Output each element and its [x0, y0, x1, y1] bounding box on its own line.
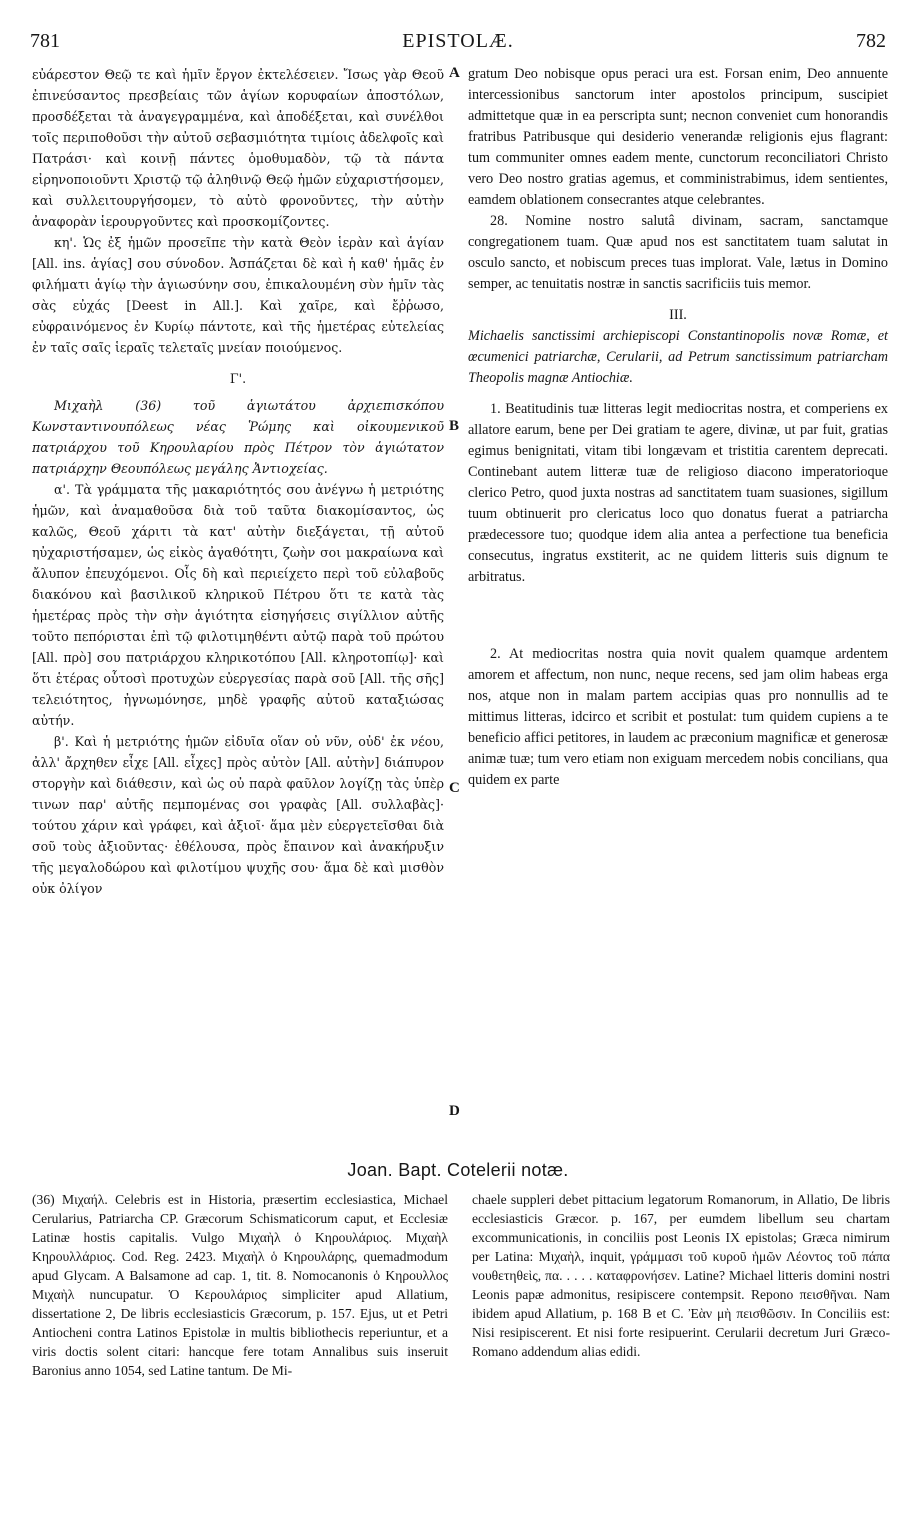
spacer: [468, 588, 888, 644]
greek-paragraph: β'. Καὶ ἡ μετριότης ἡμῶν εἰδυῖα οἵαν οὐ νῦν, οὐδ' ἐκ νέου, ἀλλ' ἄρχηθεν εἶχε [All. εἶχες] πρὸς αὐτὸν [All. αὐτὴν] διάπυρον στοργὴν καὶ διάθεσιν, καὶ ὡς οὐ παρὰ φαῦλον λογίζῃ τὰς ὑπὲρ τινων παρ' αὐτῆς πεμπομένας σοι γραφὰς [All. συλλαβὰς]· τούτου χάριν καὶ γράφει, καὶ ἀξιοῖ· ἅμα μὲν εὐεργετεῖσθαι διὰ σοῦ τοὺς ἀξιοῦντας· ἐθέλουσα, πρὸς ἔπαινον καὶ ἀνακήρυξιν τῆς μεγαλοδώρου καὶ φιλοτίμου ψυχῆς σου· ἅμα δὲ καὶ μισθὸν οὐκ ὀλίγον: [32, 734, 444, 896]
greek-paragraph: εὐάρεστον Θεῷ τε καὶ ἡμῖν ἔργον ἐκτελέσειεν. Ἴσως γὰρ Θεοῦ ἐπινεύσαντος πρεσβείαις τῶν ἁγίων κορυφαίων ἀποστόλων, προσδέξεται τὰ ἀναγεγραμμένα, καὶ ἀποδέξεται, καὶ συνέλθοι τοῖς περιποθοῦσι τὴν αὐτοῦ σεβασμιότητα τιμίοις ἀδελφοῖς καὶ Πατράσι· καὶ κοινῇ πάντες ὁμοθυμαδὸν, τῷ τὰ πάντα εἰρηνοποιοῦντι Χριστῷ τῷ ἀληθινῷ Θεῷ ἡμῶν εὐχαριστήσομεν, καὶ συλλειτουργήσομεν, τὸ αὐτὸ φρονοῦντες, τὴν αὐτὴν ἀναφορὰν ἱερουργοῦντες καὶ προσκομίζοντες.: [32, 67, 444, 229]
latin-paragraph: gratum Deo nobisque opus peraci ura est. Forsan enim, Deo annuente intercessionibus sanctorum inter apostolos principum, suscipiet admittetque quæ in ea perscripta sunt; necnon conveniet cum honorandis fratribus Patribusque qui desiderio venerandæ religionis ejus flagrant: tum communiter omnes eadem mente, cunctorum reconciliatori Christo vero Deo nostro gratias agemus, et comministrabimus, idem sentientes, eamdem oblationem consecrantes atque celebrantes.: [468, 66, 888, 208]
running-head: [30, 30, 886, 60]
margin-marker-d: D: [449, 1103, 460, 1119]
latin-paragraph: 28. Nomine nostro salutâ divinam, sacram, sanctamque congregationem tuam. Quæ apud nos est sanctitatem tuam salutat in osculo sancto, et nobiscum preces tuas implorat. Vale, lætus in Domino semper, ac tenuitatis nostræ in sanctis sacrificiis tuis memor.: [468, 213, 888, 292]
greek-paragraph: κη'. Ὡς ἐξ ἡμῶν προσεῖπε τὴν κατὰ Θεὸν ἱερὰν καὶ ἁγίαν [All. ins. ἁγίας] σου σύνοδον. Ἀσπάζεται δὲ καὶ ἡ καθ' ἡμᾶς ἐν φιλήματι ἁγίῳ τὴν ἁγιωσύνην σου, ἐπικαλουμένη σὺν ἡμῖν τὰς σὰς εὐχάς [Deest in All.]. Καὶ χαῖρε, καὶ ἔῤῥωσο, εὐφραινόμενος ἐν Κυρίῳ πάντοτε, καὶ τῆς ἡμετέρας εὐτελείας ἐν ταῖς σαῖς ἱεραῖς τελεταῖς μνείαν ποιούμενος.: [32, 235, 444, 355]
greek-letter-heading: Μιχαὴλ (36) τοῦ ἁγιωτάτου ἀρχιεπισκόπου Κωνσταντινουπόλεως νέας Ῥώμης καὶ οἰκουμενικοῦ πατριάρχου τοῦ Κηρουλαρίου πρὸς Πέτρον τὸν ἁγιώτατον πατριάρχην Θεουπόλεως μεγάλης Ἀντιοχείας.: [32, 398, 444, 476]
page-number-left: 781: [30, 30, 60, 52]
spacer: [32, 358, 444, 368]
notes-title: Joan. Bapt. Cotelerii notæ.: [347, 1160, 569, 1180]
notes-column-right: [472, 1190, 890, 1361]
running-title: EPISTOLÆ.: [402, 30, 514, 52]
greek-column: [32, 64, 444, 899]
latin-paragraph: 1. Beatitudinis tuæ litteras legit mediocritas nostra, et comperiens ex allatore earum, bene per Dei gratiam te agere, divinæ, ut par fuit, gratias egimus benignitati, vitam tibi longævam et tristitia carentem deprecati. Continebant autem litteræ tuæ de religioso diacono imperatorioque clerico Petro, quod juxta nostras ad sanctitatem tuam suasiones, sigillum tuum obtinuerit pro clericatus loco quo donatus fuerat a patriarcha prædecessore tuo; quodque idem alia antea a perfectione tua beneficia consecutus, ingratus exstiterit, ac ne quidem litteris suis dignum te arbitratus.: [468, 401, 888, 585]
latin-letter-heading: Michaelis sanctissimi archiepiscopi Constantinopolis novæ Romæ, et œcumenici patriarchæ, Cerularii, ad Petrum sanctissimum patriarcham Theopolis magnæ Antiochiæ.: [468, 328, 888, 386]
latin-section-number: III.: [669, 307, 687, 323]
page-number-right: 782: [856, 30, 886, 52]
margin-marker-b: B: [449, 418, 460, 434]
note-text: chaele suppleri debet pittacium legatorum Romanorum, in Allatio, De libris ecclesiasticis Græcor. p. 167, per eumdem libellum seu chartam excommunicationis, in conciliis post Leonis IX epistolas; Græca nimirum per Latina: Μιχαὴλ, inquit, γράμμασι τοῦ κυροῦ ἡμῶν Λέοντος τοῦ πάπα νουθετηθεὶς, πα. . . . . καταφρονήσεν. Latine? Michael litteris domini nostri Leonis papæ admonitus, resipiscere contempsit. Repono πεισθῆναι. Nam ibidem apud Allatium, p. 168 B et C. Ἐὰν μὴ πεισθῶσιν. In Conciliis est: Nisi resipiscerent. Et nisi forte resipuerint. Cerularii decretum Juri Græco-Romano addendum alias edidi.: [472, 1192, 890, 1359]
margin-marker-c: C: [449, 780, 460, 796]
latin-column: [468, 64, 888, 791]
greek-paragraph: α'. Τὰ γράμματα τῆς μακαριότητός σου ἀνέγνω ἡ μετριότης ἡμῶν, καὶ ἀναμαθοῦσα διὰ τοῦ ταῦτα διακομίσαντος, ὡς καλῶς, Θεοῦ χάριτι τὰ κατ' αὐτὴν διεξάγεται, τῇ αὐτοῦ ηὐχαριστήσαμεν, ὡς εἰκὸς ἀγαθότητι, ζωὴν σοι μακραίωνα καὶ ἄλυπον ἐπευχόμενοι. Οἷς δὴ καὶ περιείχετο περὶ τοῦ εὐλαβοῦς διακόνου καὶ βασιλικοῦ κληρικοῦ Πέτρου ὅτι τε κατὰ τὰς ἡμετέρας πρὸς τὴν σὴν ἁγιότητα εἰσηγήσεις σιγίλλιον αὐτῆς τοῦτο πεπόρισται ἐπὶ τῷ φιλοτιμηθέντι αὐτῷ παρὰ τοῦ πρώτου [All. πρὸ] σου πατριάρχου κληρικοτόπου [All. κληροτοπίῳ]· καὶ ὅτι ἑτέρας οὗτοσὶ προτυχὼν εὐεργεσίας παρὰ σοῦ [All. τῆς σῆς] τελειότητος, ἠγνωμόνησε, μηδὲ γραφῆς αὐτοῦ καταξιώσας αὐτήν.: [32, 482, 444, 728]
margin-marker-a: A: [449, 65, 460, 81]
notes-column-left: [32, 1190, 448, 1380]
greek-section-number: Γ'.: [229, 371, 247, 386]
latin-paragraph: 2. At mediocritas nostra quia novit qualem quamque ardentem amorem et affectum, non nunc, neque recens, sed jam olim habeas erga nos, atque non in malam partem accipias quas pro nonnullis ad te mittimus litteras, idcirco et scribit et postulat: tum quidem cupiens a te beneficio affici petitores, in laudem ac præconium magnificæ et generosæ animæ tuæ; tum vero etiam non exiguam mercedem nobis concilians, qua quidem ex parte: [468, 646, 888, 788]
spacer: [468, 295, 888, 305]
note-text: (36) Μιχαήλ. Celebris est in Historia, præsertim ecclesiastica, Michael Cerularius, Patriarcha CP. Græcorum Schismaticorum caput, et Ecclesiæ Latinæ hostis capitalis. Vulgo Μιχαὴλ ὁ Κηρουλάριος. Μιχαὴλ Κηρουλλάριος. Cod. Reg. 2423. Μιχαὴλ ὁ Κηρουλάρης, quemadmodum apud Glycam. A Balsamone ad cap. 1, tit. 8. Nomocanonis ὁ Κηρουλλος Μιχαὴλ nuncupatur. Ὁ Κερουλάριος simpliciter apud Allatium, dissertatione 2, De libris ecclesiasticis Græcorum, p. 157. Ejus, ut et Petri Antiocheni contra Latinos Epistolæ in multis bibliothecis reperiuntur, et a viris doctis solent citari: hancque fere totam Annalibus suis inseruit Baronius anno 1054, sed Latine tantum. De Mi-: [32, 1192, 448, 1378]
spacer: [468, 389, 888, 399]
